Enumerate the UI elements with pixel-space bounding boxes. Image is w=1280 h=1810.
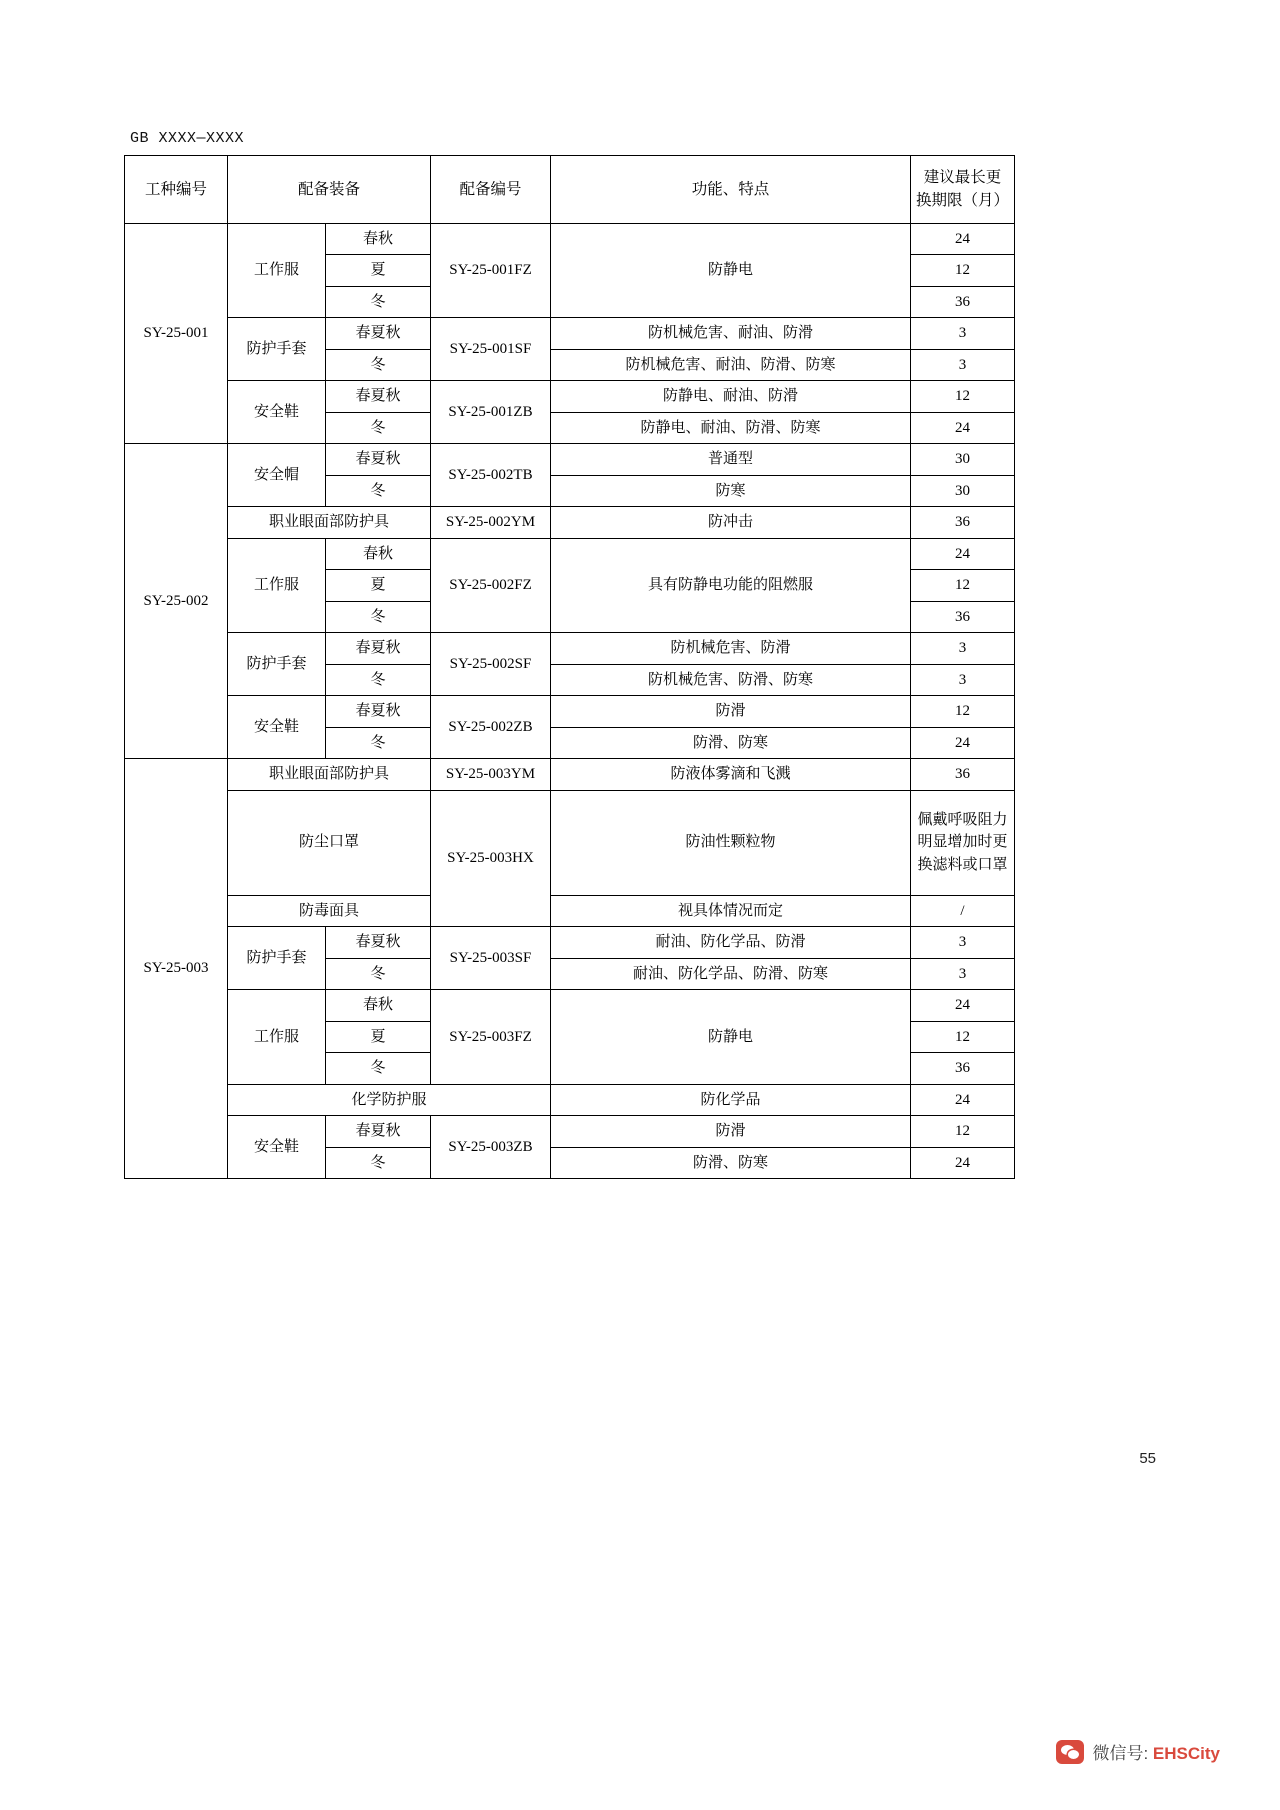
function-text: 防化学品 [551, 1084, 911, 1116]
replacement-months: 36 [911, 601, 1015, 633]
season: 冬 [326, 286, 431, 318]
equipment-code: SY-25-001SF [431, 318, 551, 381]
equipment-code: SY-25-002FZ [431, 538, 551, 633]
table-row [125, 790, 1015, 895]
season: 春夏秋 [326, 927, 431, 959]
replacement-months: 3 [911, 664, 1015, 696]
function-text: 视具体情况而定 [551, 895, 911, 927]
standard-code-header: GB XXXX—XXXX [130, 130, 245, 147]
replacement-months: 12 [911, 696, 1015, 728]
header-equip-code: 配备编号 [431, 156, 551, 224]
table-row [125, 381, 1015, 413]
function-text: 防油性颗粒物 [551, 790, 911, 895]
function-text: 防滑、防寒 [551, 1147, 911, 1179]
replacement-months: 36 [911, 759, 1015, 791]
equipment-name: 防尘口罩 [228, 790, 431, 895]
equipment-code: SY-25-002TB [431, 444, 551, 507]
table-row [125, 1084, 1015, 1116]
function-text: 防寒 [551, 475, 911, 507]
function-text: 耐油、防化学品、防滑 [551, 927, 911, 959]
replacement-months: 24 [911, 1147, 1015, 1179]
ppe-allocation-table [124, 155, 1015, 1179]
replacement-months: 36 [911, 286, 1015, 318]
table-row [125, 538, 1015, 570]
season: 冬 [326, 412, 431, 444]
replacement-months: 3 [911, 927, 1015, 959]
season: 冬 [326, 475, 431, 507]
function-text: 具有防静电功能的阻燃服 [551, 538, 911, 633]
function-text: 防滑、防寒 [551, 727, 911, 759]
replacement-months: 24 [911, 1084, 1015, 1116]
season: 春夏秋 [326, 1116, 431, 1148]
header-months-line1: 建议最长更 [923, 169, 1002, 186]
wechat-label [1092, 1739, 1220, 1764]
replacement-months: 30 [911, 444, 1015, 476]
wechat-watermark [1056, 1739, 1220, 1764]
function-text: 防静电 [551, 223, 911, 318]
function-text: 防机械危害、防滑、防寒 [551, 664, 911, 696]
table-row [125, 990, 1015, 1022]
replacement-months: 3 [911, 349, 1015, 381]
function-text: 防静电、耐油、防滑 [551, 381, 911, 413]
table-row [125, 223, 1015, 255]
job-code: SY-25-002 [125, 444, 228, 759]
replacement-months: 3 [911, 958, 1015, 990]
season: 春秋 [326, 990, 431, 1022]
equipment-name: 安全鞋 [228, 1116, 326, 1179]
job-code: SY-25-001 [125, 223, 228, 444]
equipment-name: 工作服 [228, 223, 326, 318]
header-months-line2: 换期限（月） [916, 192, 1010, 210]
season: 夏 [326, 255, 431, 287]
replacement-months: 24 [911, 412, 1015, 444]
equipment-code: SY-25-003SF [431, 927, 551, 990]
replacement-months: 12 [911, 570, 1015, 602]
function-text: 耐油、防化学品、防滑、防寒 [551, 958, 911, 990]
replacement-months: 12 [911, 1116, 1015, 1148]
header-months [911, 156, 1015, 224]
equipment-code: SY-25-001ZB [431, 381, 551, 444]
job-code: SY-25-003 [125, 759, 228, 1179]
season: 春夏秋 [326, 696, 431, 728]
replacement-months: 3 [911, 318, 1015, 350]
function-text: 防机械危害、耐油、防滑、防寒 [551, 349, 911, 381]
replacement-months: 36 [911, 1053, 1015, 1085]
equipment-code: SY-25-003HX [431, 790, 551, 927]
equipment-name: 安全鞋 [228, 381, 326, 444]
header-equipment: 配备装备 [228, 156, 431, 224]
replacement-months: 24 [911, 538, 1015, 570]
function-text: 防机械危害、耐油、防滑 [551, 318, 911, 350]
table-row [125, 444, 1015, 476]
function-text: 防滑 [551, 1116, 911, 1148]
season: 冬 [326, 601, 431, 633]
replacement-months: 12 [911, 255, 1015, 287]
equipment-name: 工作服 [228, 990, 326, 1085]
equipment-name: 防护手套 [228, 633, 326, 696]
replacement-months: 12 [911, 1021, 1015, 1053]
replacement-months: 30 [911, 475, 1015, 507]
replacement-months: / [911, 895, 1015, 927]
table-row [125, 318, 1015, 350]
replacement-months: 佩戴呼吸阻力明显增加时更换滤料或口罩 [911, 790, 1015, 895]
function-text: 防冲击 [551, 507, 911, 539]
header-function: 功能、特点 [551, 156, 911, 224]
function-text: 防液体雾滴和飞溅 [551, 759, 911, 791]
season: 冬 [326, 727, 431, 759]
replacement-months: 3 [911, 633, 1015, 665]
function-text: 普通型 [551, 444, 911, 476]
table-row [125, 1116, 1015, 1148]
table-row [125, 759, 1015, 791]
equipment-name: 安全鞋 [228, 696, 326, 759]
equipment-code: SY-25-002YM [431, 507, 551, 539]
function-text: 防滑 [551, 696, 911, 728]
replacement-months: 24 [911, 990, 1015, 1022]
season: 冬 [326, 1147, 431, 1179]
page-number: 55 [1139, 1450, 1156, 1467]
function-text: 防静电 [551, 990, 911, 1085]
equipment-code: SY-25-003ZB [431, 1116, 551, 1179]
replacement-months: 24 [911, 223, 1015, 255]
equipment-name: 职业眼面部防护具 [228, 507, 431, 539]
replacement-months: 12 [911, 381, 1015, 413]
table-row [125, 927, 1015, 959]
season: 春夏秋 [326, 444, 431, 476]
equipment-code: SY-25-002SF [431, 633, 551, 696]
season: 春夏秋 [326, 318, 431, 350]
function-text: 防静电、耐油、防滑、防寒 [551, 412, 911, 444]
replacement-months: 36 [911, 507, 1015, 539]
wechat-icon [1056, 1740, 1084, 1764]
table-row [125, 507, 1015, 539]
equipment-name: 防护手套 [228, 318, 326, 381]
season: 春秋 [326, 538, 431, 570]
header-code: 工种编号 [125, 156, 228, 224]
wechat-prefix: 微信号: [1092, 1744, 1153, 1763]
equipment-code: SY-25-001FZ [431, 223, 551, 318]
table-header-row [125, 156, 1015, 224]
season: 夏 [326, 1021, 431, 1053]
equipment-name: 工作服 [228, 538, 326, 633]
equipment-code: SY-25-002ZB [431, 696, 551, 759]
equipment-code: SY-25-003FZ [431, 990, 551, 1085]
table-row [125, 633, 1015, 665]
season: 冬 [326, 958, 431, 990]
season: 夏 [326, 570, 431, 602]
equipment-name: 防毒面具 [228, 895, 431, 927]
season: 春秋 [326, 223, 431, 255]
table-row [125, 696, 1015, 728]
table-row [125, 895, 1015, 927]
season: 春夏秋 [326, 381, 431, 413]
wechat-account: EHSCity [1152, 1744, 1220, 1763]
equipment-name: 防护手套 [228, 927, 326, 990]
season: 冬 [326, 1053, 431, 1085]
season: 冬 [326, 664, 431, 696]
season: 春夏秋 [326, 633, 431, 665]
equipment-name: 职业眼面部防护具 [228, 759, 431, 791]
replacement-months: 24 [911, 727, 1015, 759]
function-text: 防机械危害、防滑 [551, 633, 911, 665]
season: 冬 [326, 349, 431, 381]
equipment-name: 安全帽 [228, 444, 326, 507]
equipment-code: SY-25-003YM [431, 759, 551, 791]
equipment-name: 化学防护服 [228, 1084, 551, 1116]
